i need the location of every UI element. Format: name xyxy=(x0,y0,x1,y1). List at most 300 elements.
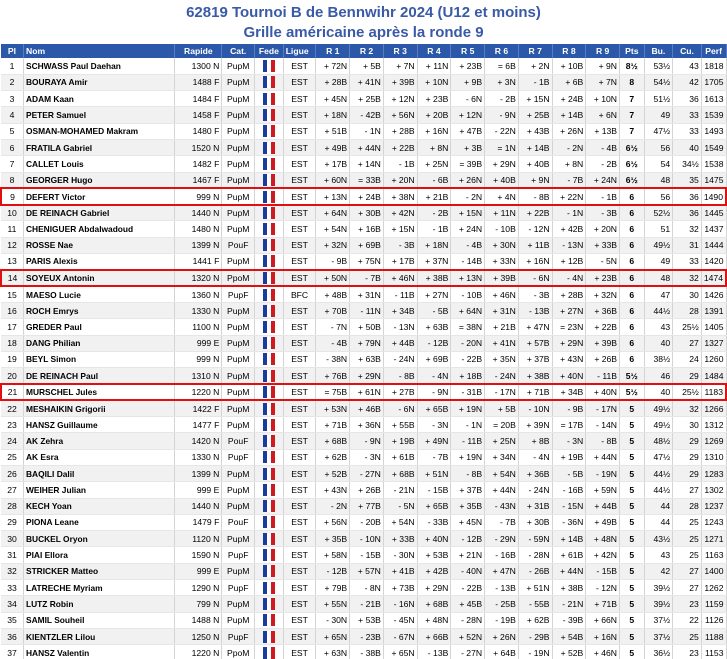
column-header[interactable]: R 2 xyxy=(350,44,384,58)
round-result-cell: + 16B xyxy=(350,221,384,237)
round-result-cell: + 24B xyxy=(552,91,586,107)
federation-cell xyxy=(255,188,284,204)
player-name: ROCH Emrys xyxy=(23,302,174,318)
column-header[interactable]: R 1 xyxy=(316,44,350,58)
round-result-cell: - 38N xyxy=(316,351,350,367)
cumulative-cell: 30 xyxy=(673,417,702,433)
performance-cell: 1818 xyxy=(701,58,726,74)
points-cell: 8½ xyxy=(620,58,645,74)
round-result-cell: + 65B xyxy=(417,400,451,416)
round-result-cell: + 71B xyxy=(316,417,350,433)
federation-cell xyxy=(255,319,284,335)
round-result-cell: + 7N xyxy=(383,58,417,74)
table-row[interactable] xyxy=(1,237,726,253)
rank-cell: 28 xyxy=(1,498,23,514)
rank-cell: 5 xyxy=(1,123,23,139)
column-header[interactable]: R 5 xyxy=(451,44,485,58)
round-result-cell: - 17N xyxy=(485,384,519,400)
performance-cell: 1490 xyxy=(701,188,726,204)
table-row-highlighted[interactable] xyxy=(1,270,726,286)
round-result-cell: + 15N xyxy=(518,91,552,107)
round-result-cell: + 22B xyxy=(586,319,620,335)
table-row[interactable] xyxy=(1,433,726,449)
performance-cell: 1283 xyxy=(701,465,726,481)
table-row[interactable] xyxy=(1,351,726,367)
rating-cell: 1422 F xyxy=(175,400,222,416)
round-result-cell: + 2N xyxy=(518,58,552,74)
points-cell: 6 xyxy=(620,188,645,204)
league-cell: EST xyxy=(283,270,316,286)
player-name: PARIS Alexis xyxy=(23,254,174,270)
performance-cell: 1405 xyxy=(701,319,726,335)
buchholz-cell: 56 xyxy=(644,139,673,155)
column-header[interactable]: R 3 xyxy=(383,44,417,58)
france-flag-icon xyxy=(263,174,275,186)
france-flag-icon xyxy=(263,60,275,72)
cumulative-cell: 25 xyxy=(673,547,702,563)
player-name: MURSCHEL Jules xyxy=(23,384,174,400)
buchholz-cell: 49½ xyxy=(644,417,673,433)
round-result-cell: - 3N xyxy=(552,433,586,449)
table-row[interactable] xyxy=(1,628,726,644)
table-row[interactable] xyxy=(1,156,726,172)
buchholz-cell: 51½ xyxy=(644,91,673,107)
round-result-cell: + 35N xyxy=(485,351,519,367)
round-result-cell: + 28B xyxy=(316,74,350,90)
round-result-cell: - 11B xyxy=(383,286,417,302)
round-result-cell: + 42N xyxy=(586,547,620,563)
france-flag-icon xyxy=(263,289,275,301)
rating-cell: 1300 N xyxy=(175,58,222,74)
rank-cell: 29 xyxy=(1,514,23,530)
table-row[interactable] xyxy=(1,58,726,74)
rating-cell: 1399 N xyxy=(175,465,222,481)
round-result-cell: + 26N xyxy=(552,123,586,139)
round-result-cell: + 8B xyxy=(518,433,552,449)
league-cell: EST xyxy=(283,368,316,384)
table-row[interactable] xyxy=(1,172,726,188)
round-result-cell: + 79N xyxy=(350,335,384,351)
player-name: BOURAYA Amir xyxy=(23,74,174,90)
round-result-cell: - 10B xyxy=(451,286,485,302)
league-cell: EST xyxy=(283,449,316,465)
france-flag-icon xyxy=(263,255,275,267)
round-result-cell: - 22N xyxy=(485,123,519,139)
round-result-cell: + 43N xyxy=(552,351,586,367)
table-row[interactable] xyxy=(1,107,726,123)
round-result-cell: + 61N xyxy=(350,384,384,400)
buchholz-cell: 39½ xyxy=(644,580,673,596)
round-result-cell: + 44N xyxy=(552,563,586,579)
buchholz-cell: 49½ xyxy=(644,400,673,416)
round-result-cell: - 20N xyxy=(451,335,485,351)
round-result-cell: + 44N xyxy=(350,139,384,155)
category-cell: PupM xyxy=(222,417,255,433)
rank-cell: 4 xyxy=(1,107,23,123)
round-result-cell: - 11B xyxy=(586,368,620,384)
cumulative-cell: 33 xyxy=(673,254,702,270)
round-result-cell: + 50N xyxy=(316,270,350,286)
federation-cell xyxy=(255,74,284,90)
round-result-cell: - 4B xyxy=(316,335,350,351)
column-header[interactable]: Pts xyxy=(620,44,645,58)
player-name: SOYEUX Antonin xyxy=(23,270,174,286)
round-result-cell: + 45N xyxy=(451,514,485,530)
rank-cell: 3 xyxy=(1,91,23,107)
league-cell: EST xyxy=(283,302,316,318)
table-row[interactable] xyxy=(1,563,726,579)
france-flag-icon xyxy=(263,370,275,382)
column-header[interactable]: Nom xyxy=(23,44,174,58)
buchholz-cell: 47½ xyxy=(644,123,673,139)
round-result-cell: + 9N xyxy=(586,58,620,74)
table-row-highlighted[interactable] xyxy=(1,188,726,204)
round-result-cell: + 7N xyxy=(586,74,620,90)
round-result-cell: = 38N xyxy=(451,319,485,335)
federation-cell xyxy=(255,302,284,318)
player-name: PIONA Leane xyxy=(23,514,174,530)
round-result-cell: - 2B xyxy=(586,156,620,172)
round-result-cell: + 29N xyxy=(350,368,384,384)
category-cell: PupM xyxy=(222,123,255,139)
performance-cell: 1312 xyxy=(701,417,726,433)
category-cell: PupF xyxy=(222,628,255,644)
rating-cell: 1440 N xyxy=(175,498,222,514)
league-cell: EST xyxy=(283,254,316,270)
league-cell: EST xyxy=(283,351,316,367)
round-result-cell: + 44N xyxy=(586,449,620,465)
category-cell: PupM xyxy=(222,400,255,416)
round-result-cell: - 38B xyxy=(350,645,384,659)
federation-cell xyxy=(255,645,284,659)
column-header[interactable]: R 8 xyxy=(552,44,586,58)
category-cell: PupM xyxy=(222,188,255,204)
player-name: LUTZ Robin xyxy=(23,596,174,612)
round-result-cell: + 41B xyxy=(383,563,417,579)
table-row[interactable] xyxy=(1,531,726,547)
round-result-cell: + 6N xyxy=(586,107,620,123)
federation-cell xyxy=(255,335,284,351)
buchholz-cell: 38½ xyxy=(644,351,673,367)
round-result-cell: - 1B xyxy=(518,74,552,90)
round-result-cell: - 7B xyxy=(485,514,519,530)
column-header[interactable]: Rapide xyxy=(175,44,222,58)
league-cell: EST xyxy=(283,498,316,514)
column-header[interactable]: Bu. xyxy=(644,44,673,58)
table-row[interactable] xyxy=(1,547,726,563)
player-name: BUCKEL Oryon xyxy=(23,531,174,547)
round-result-cell: + 75N xyxy=(350,254,384,270)
round-result-cell: + 68B xyxy=(316,433,350,449)
round-result-cell: + 26N xyxy=(485,628,519,644)
france-flag-icon xyxy=(263,468,275,480)
round-result-cell: + 43N xyxy=(316,482,350,498)
round-result-cell: + 12B xyxy=(552,254,586,270)
cumulative-cell: 33 xyxy=(673,107,702,123)
column-header[interactable]: Fede xyxy=(255,44,284,58)
column-header[interactable]: Cu. xyxy=(673,44,702,58)
federation-cell xyxy=(255,351,284,367)
player-name: PIAI Ellora xyxy=(23,547,174,563)
round-result-cell: - 9N xyxy=(350,433,384,449)
column-header[interactable]: Pl xyxy=(1,44,23,58)
performance-cell: 1437 xyxy=(701,221,726,237)
round-result-cell: - 10N xyxy=(518,400,552,416)
buchholz-cell: 44 xyxy=(644,514,673,530)
round-result-cell: + 54B xyxy=(552,628,586,644)
category-cell: PupM xyxy=(222,221,255,237)
table-row[interactable] xyxy=(1,221,726,237)
round-result-cell: - 21B xyxy=(350,596,384,612)
cumulative-cell: 23 xyxy=(673,645,702,659)
round-result-cell: + 10N xyxy=(586,91,620,107)
round-result-cell: + 37N xyxy=(417,254,451,270)
column-header[interactable]: R 6 xyxy=(485,44,519,58)
rank-cell: 8 xyxy=(1,172,23,188)
performance-cell: 1613 xyxy=(701,91,726,107)
points-cell: 8 xyxy=(620,74,645,90)
player-name: SAMIL Souheil xyxy=(23,612,174,628)
table-row[interactable] xyxy=(1,596,726,612)
rating-cell: 1480 N xyxy=(175,221,222,237)
round-result-cell: + 13B xyxy=(586,123,620,139)
france-flag-icon xyxy=(263,239,275,251)
round-result-cell: - 23B xyxy=(350,628,384,644)
round-result-cell: + 76B xyxy=(316,368,350,384)
player-name: LATRECHE Myriam xyxy=(23,580,174,596)
round-result-cell: + 31N xyxy=(350,286,384,302)
round-result-cell: + 21N xyxy=(451,547,485,563)
player-name: MAESO Lucie xyxy=(23,286,174,302)
buchholz-cell: 36½ xyxy=(644,645,673,659)
round-result-cell: - 16B xyxy=(552,482,586,498)
round-result-cell: + 22B xyxy=(383,139,417,155)
buchholz-cell: 43½ xyxy=(644,531,673,547)
player-name: DE REINACH Gabriel xyxy=(23,205,174,221)
round-result-cell: - 5B xyxy=(417,302,451,318)
column-header[interactable]: R 7 xyxy=(518,44,552,58)
round-result-cell: + 66N xyxy=(586,612,620,628)
federation-cell xyxy=(255,580,284,596)
round-result-cell: - 2N xyxy=(316,498,350,514)
category-cell: PupM xyxy=(222,139,255,155)
federation-cell xyxy=(255,465,284,481)
table-row[interactable] xyxy=(1,286,726,302)
category-cell: PupM xyxy=(222,91,255,107)
rating-cell: 999 E xyxy=(175,482,222,498)
league-cell: EST xyxy=(283,596,316,612)
rank-cell: 13 xyxy=(1,254,23,270)
table-row[interactable] xyxy=(1,417,726,433)
round-result-cell: - 67N xyxy=(383,628,417,644)
france-flag-icon xyxy=(263,207,275,219)
round-result-cell: + 8N xyxy=(552,156,586,172)
points-cell: 5 xyxy=(620,563,645,579)
round-result-cell: + 36B xyxy=(518,465,552,481)
cumulative-cell: 27 xyxy=(673,563,702,579)
round-result-cell: + 38N xyxy=(383,188,417,204)
round-result-cell: - 2N xyxy=(552,139,586,155)
cumulative-cell: 29 xyxy=(673,449,702,465)
table-row[interactable] xyxy=(1,580,726,596)
round-result-cell: + 42N xyxy=(383,205,417,221)
table-row[interactable] xyxy=(1,335,726,351)
round-result-cell: - 8B xyxy=(518,188,552,204)
table-row[interactable] xyxy=(1,139,726,155)
cumulative-cell: 36 xyxy=(673,91,702,107)
round-result-cell: + 51N xyxy=(518,580,552,596)
round-result-cell: - 7N xyxy=(316,319,350,335)
table-row[interactable] xyxy=(1,368,726,384)
round-result-cell: + 57N xyxy=(350,563,384,579)
round-result-cell: - 4N xyxy=(518,449,552,465)
points-cell: 5 xyxy=(620,482,645,498)
round-result-cell: + 26N xyxy=(451,172,485,188)
round-result-cell: + 16N xyxy=(518,254,552,270)
player-name: DANG Philian xyxy=(23,335,174,351)
column-header[interactable]: Cat. xyxy=(222,44,255,58)
table-row[interactable] xyxy=(1,449,726,465)
round-result-cell: - 12N xyxy=(586,580,620,596)
round-result-cell: - 6B xyxy=(417,172,451,188)
rank-cell: 37 xyxy=(1,645,23,659)
category-cell: PupF xyxy=(222,449,255,465)
performance-cell: 1126 xyxy=(701,612,726,628)
performance-cell: 1310 xyxy=(701,449,726,465)
category-cell: PupM xyxy=(222,368,255,384)
performance-cell: 1153 xyxy=(701,645,726,659)
column-header[interactable]: Perf xyxy=(701,44,726,58)
league-cell: EST xyxy=(283,139,316,155)
round-result-cell: - 12B xyxy=(316,563,350,579)
performance-cell: 1237 xyxy=(701,498,726,514)
column-header[interactable]: R 4 xyxy=(417,44,451,58)
cumulative-cell: 25 xyxy=(673,628,702,644)
performance-cell: 1549 xyxy=(701,139,726,155)
round-result-cell: - 27N xyxy=(350,465,384,481)
table-row[interactable] xyxy=(1,465,726,481)
table-row[interactable] xyxy=(1,123,726,139)
rating-cell: 1482 F xyxy=(175,156,222,172)
cumulative-cell: 31 xyxy=(673,237,702,253)
league-cell: EST xyxy=(283,580,316,596)
table-row-highlighted[interactable] xyxy=(1,384,726,400)
federation-cell xyxy=(255,628,284,644)
round-result-cell: + 34B xyxy=(552,384,586,400)
round-result-cell: - 10B xyxy=(485,221,519,237)
federation-cell xyxy=(255,433,284,449)
league-cell: EST xyxy=(283,74,316,90)
points-cell: 6½ xyxy=(620,156,645,172)
round-result-cell: + 63B xyxy=(350,351,384,367)
performance-cell: 1493 xyxy=(701,123,726,139)
buchholz-cell: 39½ xyxy=(644,596,673,612)
table-row[interactable] xyxy=(1,498,726,514)
federation-cell xyxy=(255,563,284,579)
federation-cell xyxy=(255,482,284,498)
table-row[interactable] xyxy=(1,612,726,628)
column-header[interactable]: Ligue xyxy=(283,44,316,58)
round-result-cell: + 40N xyxy=(417,531,451,547)
round-result-cell: + 10N xyxy=(417,74,451,90)
round-result-cell: + 5B xyxy=(350,58,384,74)
rating-cell: 1420 N xyxy=(175,433,222,449)
league-cell: EST xyxy=(283,628,316,644)
table-row[interactable] xyxy=(1,74,726,90)
rank-cell: 10 xyxy=(1,205,23,221)
round-result-cell: - 19N xyxy=(586,465,620,481)
cumulative-cell: 42 xyxy=(673,74,702,90)
league-cell: EST xyxy=(283,188,316,204)
round-result-cell: + 40N xyxy=(552,368,586,384)
round-result-cell: + 35B xyxy=(316,531,350,547)
points-cell: 5½ xyxy=(620,368,645,384)
table-row[interactable] xyxy=(1,91,726,107)
player-name: OSMAN-MOHAMED Makram xyxy=(23,123,174,139)
column-header[interactable]: R 9 xyxy=(586,44,620,58)
federation-cell xyxy=(255,547,284,563)
table-row[interactable] xyxy=(1,482,726,498)
table-row[interactable] xyxy=(1,645,726,659)
rank-cell: 25 xyxy=(1,449,23,465)
round-result-cell: + 54N xyxy=(383,514,417,530)
round-result-cell: + 9B xyxy=(451,74,485,90)
round-result-cell: + 71B xyxy=(586,596,620,612)
points-cell: 6 xyxy=(620,221,645,237)
france-flag-icon xyxy=(263,419,275,431)
table-row[interactable] xyxy=(1,514,726,530)
performance-cell: 1183 xyxy=(701,384,726,400)
round-result-cell: + 48N xyxy=(586,531,620,547)
table-row[interactable] xyxy=(1,400,726,416)
category-cell: PupM xyxy=(222,531,255,547)
category-cell: PupM xyxy=(222,482,255,498)
federation-cell xyxy=(255,156,284,172)
round-result-cell: - 59N xyxy=(518,531,552,547)
rank-cell: 2 xyxy=(1,74,23,90)
table-row[interactable] xyxy=(1,254,726,270)
player-name: KECH Yoan xyxy=(23,498,174,514)
france-flag-icon xyxy=(263,93,275,105)
round-result-cell: - 5B xyxy=(552,465,586,481)
round-result-cell: - 43N xyxy=(485,498,519,514)
table-row[interactable] xyxy=(1,302,726,318)
round-result-cell: - 1N xyxy=(451,417,485,433)
buchholz-cell: 54 xyxy=(644,156,673,172)
round-result-cell: - 2B xyxy=(417,205,451,221)
rating-cell: 1330 N xyxy=(175,302,222,318)
round-result-cell: + 25N xyxy=(485,433,519,449)
points-cell: 5 xyxy=(620,465,645,481)
round-result-cell: - 19N xyxy=(518,645,552,659)
cumulative-cell: 32 xyxy=(673,400,702,416)
round-result-cell: + 45N xyxy=(316,91,350,107)
round-result-cell: + 32N xyxy=(316,237,350,253)
rating-cell: 1440 N xyxy=(175,205,222,221)
round-result-cell: - 8N xyxy=(350,580,384,596)
table-row[interactable] xyxy=(1,319,726,335)
round-result-cell: - 26B xyxy=(518,563,552,579)
rank-cell: 35 xyxy=(1,612,23,628)
table-row[interactable] xyxy=(1,205,726,221)
rating-cell: 1467 F xyxy=(175,172,222,188)
france-flag-icon xyxy=(263,223,275,235)
cumulative-cell: 22 xyxy=(673,612,702,628)
points-cell: 5 xyxy=(620,498,645,514)
points-cell: 6 xyxy=(620,351,645,367)
round-result-cell: - 3B xyxy=(518,286,552,302)
category-cell: PupM xyxy=(222,302,255,318)
